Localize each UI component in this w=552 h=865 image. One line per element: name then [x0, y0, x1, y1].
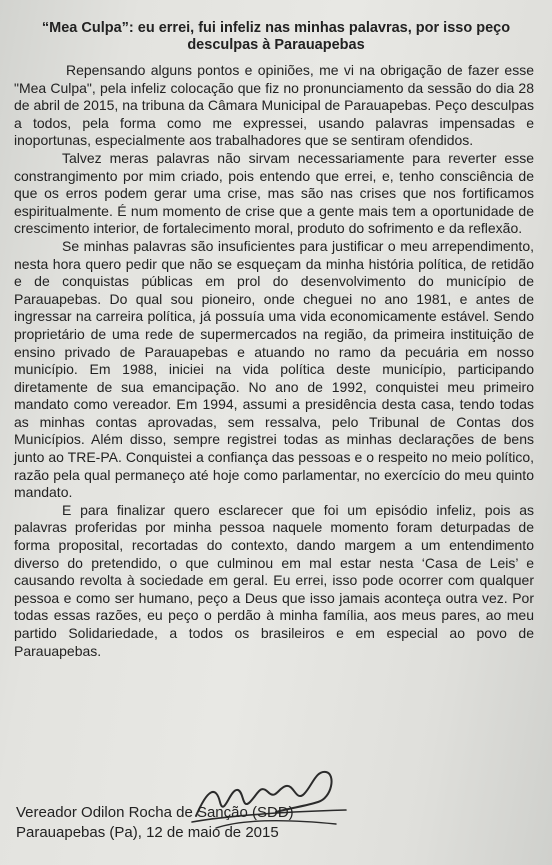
paragraph-1: Repensando alguns pontos e opiniões, me vi na obrigação de fazer esse "Mea Culpa", pela infeliz colocação que fiz no pronunciamento da sessão do dia 28 de abril de 2015, na tribuna da Câmara Municipal de Parauapebas. Peço desculpas a todos, pela forma como me expressei, usando palavras impensadas e inoportunas, especialmente aos trabalhadores que se sentiram ofendidos.	[14, 62, 534, 149]
signer-name: Vereador Odilon Rocha de Sanção (SDD)	[16, 804, 294, 821]
paragraph-2: Talvez meras palavras não sirvam necessariamente para reverter esse constrangimento por mim criado, pois entendo que errei, e, tenho consciência de que os erros podem gerar uma crise, mas são nas crises que nos fortificamos espiritualmente. É num momento de crise que a gente mais tem a oportunidade de crescimento interior, de fortalecimento moral, produto do sofrimento e da reflexão.	[14, 149, 534, 237]
document-title: “Mea Culpa”: eu errei, fui infeliz nas minhas palavras, por isso peço desculpas à Parauapebas	[41, 20, 511, 53]
paragraph-3: Se minhas palavras são insuficientes para justificar o meu arrependimento, nesta hora quero pedir que não se esqueçam da minha história política, de retidão e de conquistas públicas em prol do desenvolvimento do município de Parauapebas. Do qual sou pioneiro, onde cheguei no ano 1981, e antes de ingressar na carreira política, já possuía uma vida economicamente estável. Sendo proprietário de uma rede de supermercados na região, da primeira instituição de ensino privado de Parauapebas e atuando no ramo da pecuária em nosso município. Em 1988, iniciei na vida política deste município, participando diretamente de sua emancipação. No ano de 1992, conquistei meu primeiro mandato como vereador. Em 1994, assumi a presidência desta casa, tendo todas as minhas contas aprovadas, sem ressalva, pelo Tribunal de Contas dos Municípios. Além disso, sempre registrei todas as minhas declarações de bens junto ao TRE-PA. Conquistei a confiança das pessoas e o respeito no meio político, razão pela qual permaneço até hoje como parlamentar, no exercício do meu quinto mandato.	[14, 237, 534, 501]
document-body	[14, 62, 534, 660]
signature-block	[16, 758, 536, 858]
place-and-date: Parauapebas (Pa), 12 de maio de 2015	[16, 824, 279, 841]
paragraph-4: E para finalizar quero esclarecer que foi um episódio infeliz, pois as palavras proferidas por minha pessoa naquele momento foram deturpadas de forma proposital, recortadas do contexto, dando margem a um entendimento diverso do pretendido, o que culminou em mal estar nesta ‘Casa de Leis’ e causando revolta à sociedade em geral. Eu errei, isso pode ocorrer com qualquer pessoa e como ser humano, peço a Deus que isso jamais aconteça outra vez. Por todas essas razões, eu peço o perdão à minha família, aos meus pares, ao meu partido Solidariedade, a todos os brasileiros e em especial ao povo de Parauapebas.	[14, 501, 534, 659]
